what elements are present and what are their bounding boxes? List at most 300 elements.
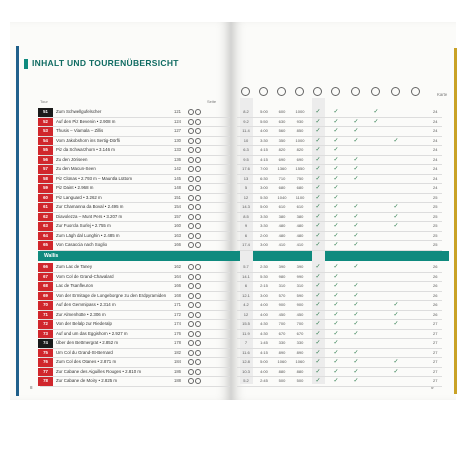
- map-number: 24: [433, 147, 438, 152]
- difficulty-icon: [188, 233, 194, 239]
- difficulty-icon: [188, 242, 194, 248]
- detail-value: 670: [296, 330, 304, 336]
- detail-value: 480: [278, 232, 286, 238]
- check-icon: ✓: [315, 156, 321, 163]
- detail-value: 5.7: [243, 264, 249, 269]
- check-icon: ✓: [315, 264, 321, 270]
- tour-name: Zur Almenhütte • 2.306 m: [56, 311, 106, 317]
- tour-number-badge: 67: [38, 273, 53, 282]
- tour-name: Auf den Gemmipass • 2.314 m: [56, 302, 116, 307]
- check-icon: ✓: [353, 166, 359, 172]
- tour-name: Von der Ermitage de Longeborgne zu den Erdpyramiden: [56, 292, 167, 298]
- map-number: 27: [433, 330, 438, 336]
- difficulty-icon: [195, 359, 201, 365]
- difficulty-icon: [195, 321, 201, 327]
- detail-value: 330: [278, 340, 286, 345]
- detail-value: 5: [244, 185, 248, 190]
- tour-number-badge: 73: [38, 330, 53, 339]
- difficulty-icon: [195, 128, 201, 134]
- tour-page: 133: [174, 147, 181, 152]
- difficulty-icon: [188, 274, 194, 280]
- map-number: 27: [433, 321, 438, 326]
- detail-value: 4:00: [260, 128, 268, 133]
- check-icon: ✓: [353, 118, 359, 125]
- tour-name: Um Col du Grand-St-Bernard: [56, 349, 113, 355]
- tour-page: 174: [174, 321, 181, 326]
- detail-value: 7:00: [260, 166, 268, 171]
- book-edge-yellow: [454, 48, 457, 394]
- tour-name: Von der Belalp zur Riederalp: [56, 321, 112, 326]
- detail-value: 450: [278, 311, 286, 317]
- check-icon: ✓: [315, 340, 321, 346]
- detail-value: 390: [296, 264, 304, 269]
- detail-value: 2:45: [260, 378, 268, 383]
- tour-page: 130: [174, 137, 181, 143]
- check-icon: ✓: [333, 330, 339, 337]
- detail-value: 820: [278, 147, 286, 152]
- detail-value: 4:30: [260, 321, 268, 326]
- detail-value: 1060: [277, 359, 287, 364]
- child-icon: [371, 87, 380, 96]
- detail-value: 2:15: [260, 283, 268, 288]
- detail-value: 500: [278, 378, 286, 383]
- tour-number-badge: 72: [38, 320, 53, 329]
- tour-name: Zum Col des Otanes • 2.871 m: [56, 359, 117, 364]
- detail-value: 410: [296, 242, 304, 247]
- check-icon: ✓: [393, 204, 399, 210]
- tour-page: 188: [174, 378, 181, 383]
- detail-value: 700: [296, 321, 304, 326]
- check-icon: ✓: [333, 204, 339, 210]
- h-icon: [259, 87, 268, 96]
- detail-value: 820: [296, 147, 304, 152]
- check-icon: ✓: [333, 156, 339, 163]
- km-icon: [241, 87, 250, 96]
- map-number: 25: [433, 242, 438, 247]
- difficulty-icon: [195, 195, 201, 201]
- map-number: 26: [433, 264, 438, 269]
- tour-number-badge: 60: [38, 194, 53, 203]
- check-icon: ✓: [315, 330, 321, 337]
- check-icon: ✓: [393, 311, 399, 318]
- tour-page: 166: [174, 283, 181, 288]
- tour-name: Piz Daint • 2.968 m: [56, 185, 94, 190]
- detail-value: 890: [296, 349, 304, 355]
- detail-value: 900: [278, 302, 286, 307]
- detail-value: 450: [296, 311, 304, 317]
- difficulty-icon: [188, 283, 194, 289]
- tour-number-badge: 61: [38, 203, 53, 212]
- tour-page: 172: [174, 311, 181, 317]
- map-number: 25: [433, 223, 438, 228]
- check-icon: ✓: [353, 292, 359, 299]
- difficulty-icon: [195, 302, 201, 308]
- check-icon: ✓: [333, 242, 339, 248]
- check-icon: ✓: [353, 156, 359, 163]
- tour-page: 160: [174, 223, 181, 228]
- column-header-tour: Tour: [40, 99, 48, 104]
- detail-value: 700: [278, 321, 286, 326]
- check-icon: ✓: [315, 118, 321, 125]
- check-icon: ✓: [353, 223, 359, 229]
- map-number: 24: [433, 137, 438, 143]
- detail-value: 1550: [295, 166, 305, 171]
- tour-number-badge: 57: [38, 165, 53, 174]
- detail-value: 4:15: [260, 147, 268, 152]
- check-icon: ✓: [353, 359, 359, 365]
- difficulty-icon: [188, 147, 194, 153]
- difficulty-icon: [188, 331, 194, 337]
- detail-value: 900: [296, 302, 304, 307]
- detail-value: 630: [278, 118, 286, 124]
- check-icon: ✓: [393, 213, 399, 220]
- tour-name: Zum Lägh dal Lunghin • 2.485 m: [56, 232, 120, 238]
- detail-value: 13: [243, 175, 249, 181]
- difficulty-icon: [188, 321, 194, 327]
- difficulty-icon: [188, 312, 194, 318]
- detail-value: 410: [278, 242, 286, 247]
- map-number: 27: [433, 378, 438, 383]
- map-number: 25: [433, 194, 438, 200]
- detail-value: 600: [278, 109, 286, 114]
- tour-number-badge: 64: [38, 232, 53, 241]
- difficulty-icon: [188, 302, 194, 308]
- detail-value: 9.5: [243, 156, 249, 162]
- row-divider: [237, 386, 442, 387]
- check-icon: ✓: [315, 368, 321, 375]
- check-icon: ✓: [353, 311, 359, 318]
- check-icon: ✓: [315, 242, 321, 248]
- map-number: 24: [433, 166, 438, 171]
- tour-number-badge: 63: [38, 222, 53, 231]
- detail-value: 880: [278, 368, 286, 374]
- m-icon: [277, 87, 286, 96]
- check-icon: ✓: [333, 118, 339, 125]
- tour-page: 163: [174, 232, 181, 238]
- tour-page: 182: [174, 349, 181, 355]
- detail-value: 14.3: [242, 204, 250, 209]
- check-icon: ✓: [353, 128, 359, 134]
- detail-value: 1:45: [260, 340, 268, 345]
- detail-value: 6: [244, 232, 248, 238]
- tour-name: Thusis – Viamala – Zillis: [56, 128, 104, 133]
- check-icon: ✓: [315, 213, 321, 220]
- tour-page: 164: [174, 273, 181, 279]
- check-icon: ✓: [315, 166, 321, 172]
- map-number: 24: [433, 156, 438, 162]
- detail-value: 480: [278, 223, 286, 228]
- tour-number-badge: 53: [38, 127, 53, 136]
- detail-value: 12: [243, 311, 249, 317]
- check-icon: ✓: [333, 137, 339, 144]
- detail-value: 380: [278, 213, 286, 219]
- map-number: 26: [433, 273, 438, 279]
- difficulty-icon: [188, 119, 194, 125]
- detail-value: 930: [296, 118, 304, 124]
- detail-value: 610: [278, 204, 286, 209]
- tour-name: Zum Lac de Taney: [56, 264, 93, 269]
- detail-value: 990: [296, 273, 304, 279]
- difficulty-icon: [188, 185, 194, 191]
- detail-value: 5:30: [260, 194, 268, 200]
- difficulty-icon: [195, 242, 201, 248]
- tour-name: Zur Cabane de Moiry • 2.825 m: [56, 378, 118, 383]
- tour-number-badge: 59: [38, 184, 53, 193]
- detail-value: 1040: [277, 194, 287, 200]
- tour-number-badge: 70: [38, 301, 53, 310]
- check-icon: ✓: [353, 349, 359, 356]
- check-icon: ✓: [333, 368, 339, 375]
- detail-value: 1000: [295, 137, 305, 143]
- detail-value: 1100: [295, 194, 305, 200]
- detail-value: 3:00: [260, 185, 268, 190]
- tour-name: Zu den Macun-Seen: [56, 166, 96, 171]
- check-icon: ✓: [353, 378, 359, 384]
- tour-name: Piz Languard • 3.262 m: [56, 194, 102, 200]
- detail-value: 2:00: [260, 232, 268, 238]
- check-icon: ✓: [315, 378, 321, 384]
- check-icon: ✓: [315, 128, 321, 134]
- map-number: 27: [433, 349, 438, 355]
- check-icon: ✓: [333, 273, 339, 280]
- detail-value: 9: [244, 223, 248, 228]
- detail-value: 500: [296, 378, 304, 383]
- check-icon: ✓: [333, 213, 339, 220]
- tour-number-badge: 56: [38, 156, 53, 165]
- detail-value: 11.4: [242, 128, 250, 133]
- check-icon: ✓: [333, 223, 339, 229]
- detail-value: 17.4: [242, 242, 250, 247]
- detail-value: 14.1: [242, 273, 250, 279]
- detail-value: 670: [278, 330, 286, 336]
- difficulty-icon: [195, 378, 201, 384]
- heading-accent-bar: [24, 59, 28, 69]
- tour-page: 124: [174, 118, 181, 124]
- tour-number-badge: 66: [38, 263, 53, 272]
- check-icon: ✓: [393, 321, 399, 327]
- tour-page: 166: [174, 242, 181, 247]
- difficulty-icon: [195, 109, 201, 115]
- difficulty-icon: [195, 138, 201, 144]
- difficulty-icon: [195, 340, 201, 346]
- tour-name: Piz Clünas • 2.793 m – Mauntla Lüttom: [56, 175, 132, 181]
- difficulty-icon: [195, 223, 201, 229]
- check-icon: ✓: [353, 283, 359, 289]
- detail-value: 6.3: [243, 147, 249, 152]
- difficulty-icon: [195, 119, 201, 125]
- check-icon: ✓: [333, 349, 339, 356]
- difficulty-icon: [188, 369, 194, 375]
- check-icon: ✓: [353, 213, 359, 220]
- check-icon: ✓: [353, 321, 359, 327]
- check-icon: ✓: [333, 128, 339, 134]
- check-icon: ✓: [333, 185, 339, 191]
- detail-value: 480: [296, 232, 304, 238]
- tour-number-badge: 54: [38, 137, 53, 146]
- check-icon: ✓: [315, 175, 321, 182]
- region-band: [38, 251, 231, 261]
- right-page: [231, 22, 456, 400]
- difficulty-icon: [195, 166, 201, 172]
- tour-page: 154: [174, 204, 181, 209]
- page-title: INHALT UND TOURENÜBERSICHT: [32, 58, 179, 68]
- check-icon: ✓: [333, 232, 339, 239]
- detail-value: 15.5: [242, 321, 250, 326]
- map-number: 24: [433, 175, 438, 181]
- map-number: 24: [433, 128, 438, 133]
- difficulty-icon: [188, 223, 194, 229]
- check-icon: ✓: [333, 264, 339, 270]
- detail-value: 6:30: [260, 175, 268, 181]
- tour-number-badge: 65: [38, 241, 53, 250]
- difficulty-icon: [195, 233, 201, 239]
- detail-value: 350: [278, 137, 286, 143]
- tour-name: Diavolezza – Munt Pers • 3.207 m: [56, 213, 123, 219]
- check-icon: ✓: [333, 292, 339, 299]
- difficulty-icon: [188, 128, 194, 134]
- check-icon: ✓: [333, 378, 339, 384]
- tour-name: Piz da Schwarzhorn • 3.146 m: [56, 147, 115, 152]
- detail-value: 3:00: [260, 242, 268, 247]
- check-icon: ✓: [333, 194, 339, 201]
- tour-name: Zum Schwellgufelscher: [56, 109, 102, 114]
- map-number: 25: [433, 232, 438, 238]
- tour-name: Über den Bettmergrat • 2.852 m: [56, 340, 119, 345]
- detail-value: 8.2: [243, 109, 249, 114]
- region-label: Wallis: [44, 253, 59, 259]
- map-number: 27: [433, 359, 438, 364]
- tour-page: 127: [174, 128, 181, 133]
- difficulty-icon: [188, 176, 194, 182]
- map-number: 26: [433, 311, 438, 317]
- check-icon: ✓: [315, 311, 321, 318]
- detail-value: 380: [296, 213, 304, 219]
- check-icon: ✓: [353, 175, 359, 182]
- detail-value: 4:00: [260, 302, 268, 307]
- tour-number-badge: 77: [38, 368, 53, 377]
- difficulty-icon: [195, 283, 201, 289]
- map-number: 26: [433, 292, 438, 298]
- check-icon: ✓: [315, 185, 321, 191]
- check-icon: ✓: [333, 302, 339, 308]
- column-header-karte: Karte: [437, 92, 448, 97]
- row-divider: [40, 250, 230, 251]
- book-edge-blue: [16, 46, 19, 396]
- check-icon: ✓: [315, 283, 321, 289]
- check-icon: ✓: [353, 242, 359, 248]
- tour-page: 148: [174, 185, 181, 190]
- detail-value: 5:00: [260, 109, 268, 114]
- check-icon: ✓: [315, 359, 321, 365]
- detail-value: 8.5: [243, 213, 249, 219]
- camera-icon: [411, 87, 420, 96]
- difficulty-icon: [188, 109, 194, 115]
- region-band-right: [231, 251, 449, 261]
- tour-number-badge: 58: [38, 175, 53, 184]
- difficulty-icon: [195, 157, 201, 163]
- detail-value: 2:30: [260, 264, 268, 269]
- tour-page: 145: [174, 175, 181, 181]
- difficulty-icon: [195, 350, 201, 356]
- detail-value: 850: [296, 128, 304, 133]
- column-header-seite: Seite: [207, 99, 217, 104]
- check-icon: ✓: [333, 109, 339, 115]
- check-icon: ✓: [333, 340, 339, 346]
- detail-value: 5:00: [260, 204, 268, 209]
- detail-value: 3:30: [260, 213, 268, 219]
- difficulty-icon: [195, 274, 201, 280]
- check-icon: ✓: [315, 273, 321, 280]
- tour-number-badge: 78: [38, 377, 53, 386]
- difficulty-icon: [195, 369, 201, 375]
- check-icon: ✓: [393, 223, 399, 229]
- map-number: 24: [433, 118, 438, 124]
- difficulty-icon: [188, 340, 194, 346]
- check-icon: ✓: [333, 311, 339, 318]
- left-page: [10, 22, 231, 400]
- detail-value: 310: [296, 283, 304, 288]
- check-icon: ✓: [315, 109, 321, 115]
- detail-value: 560: [278, 128, 286, 133]
- hut-icon: [351, 87, 360, 96]
- map-number: 24: [433, 109, 438, 114]
- detail-value: 10.3: [242, 368, 250, 374]
- detail-value: 1360: [277, 166, 287, 171]
- detail-value: 570: [278, 292, 286, 298]
- bus-icon: [331, 87, 340, 96]
- detail-value: 980: [278, 273, 286, 279]
- detail-value: 17.6: [242, 166, 250, 171]
- check-icon: ✓: [393, 137, 399, 144]
- detail-value: 12: [243, 194, 249, 200]
- check-icon: ✓: [315, 292, 321, 299]
- difficulty-icon: [188, 350, 194, 356]
- check-icon: ✓: [315, 349, 321, 356]
- detail-value: 5:30: [260, 273, 268, 279]
- difficulty-icon: [188, 378, 194, 384]
- detail-value: 890: [278, 349, 286, 355]
- check-icon: ✓: [333, 283, 339, 289]
- detail-value: 310: [278, 283, 286, 288]
- tour-number-badge: 55: [38, 146, 53, 155]
- detail-value: 880: [296, 368, 304, 374]
- tour-page: 162: [174, 264, 181, 269]
- page-number-right: 9: [431, 385, 434, 390]
- detail-value: 590: [296, 292, 304, 298]
- difficulty-icon: [188, 166, 194, 172]
- detail-value: 5:50: [260, 118, 268, 124]
- tour-page: 178: [174, 340, 181, 345]
- tour-name: Zu den Jöriseen: [56, 156, 88, 162]
- detail-value: 750: [296, 175, 304, 181]
- difficulty-icon: [195, 293, 201, 299]
- tour-name: Zur Chamanna da Boval • 2.495 m: [56, 204, 124, 209]
- check-icon: ✓: [315, 137, 321, 144]
- check-icon: ✓: [333, 175, 339, 182]
- map-number: 26: [433, 283, 438, 288]
- detail-value: 4:15: [260, 156, 268, 162]
- check-icon: ✓: [353, 232, 359, 239]
- map-number: 27: [433, 340, 438, 345]
- detail-value: 480: [296, 223, 304, 228]
- detail-value: 710: [278, 175, 286, 181]
- detail-value: 3:30: [260, 137, 268, 143]
- tour-number-badge: 71: [38, 311, 53, 320]
- detail-value: 330: [296, 340, 304, 345]
- tour-number-badge: 74: [38, 339, 53, 348]
- difficulty-icon: [188, 293, 194, 299]
- detail-value: 680: [278, 185, 286, 190]
